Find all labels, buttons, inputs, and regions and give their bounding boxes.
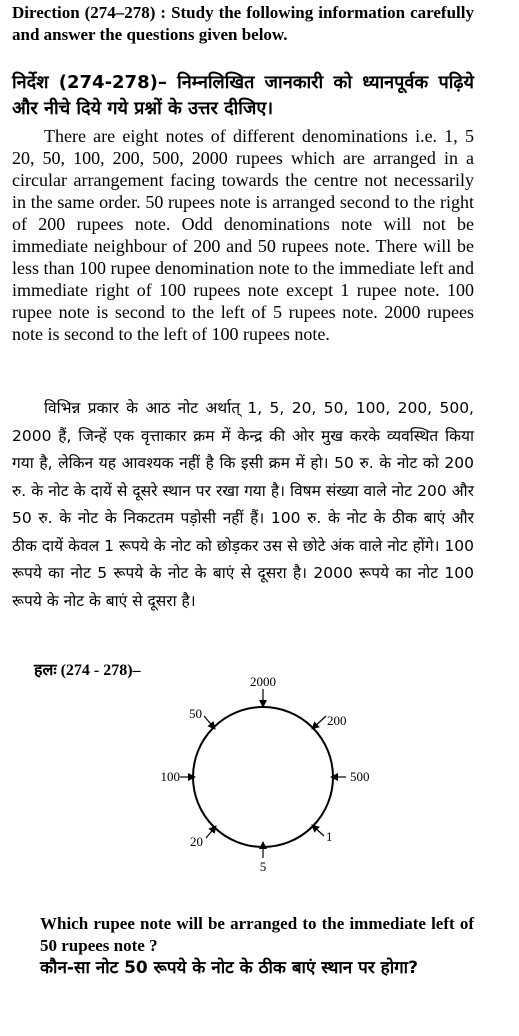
- arrow-bottom-left: [206, 826, 216, 838]
- passage-hindi: विभिन्न प्रकार के आठ नोट अर्थात् 1, 5, 20, 50, 100, 200, 500, 2000 हैं, जिन्हें एक वृत्ताकार क्रम में केन्द्र की ओर मुख करके व्यवस्थित किया गया है, लेकिन यह आवश्यक नहीं है कि इसी क्रम में हो। 50 रु. के नोट को 200 रु. के नोट के दायें से दूसरे स्थान पर रखा गया है। विषम संख्या वाले नोट 200 और 50 रु. के नोट के निकटतम पड़ोसी नहीं हैं। 100 रु. के नोट के ठीक बाएं और ठीक दायें केवल 1 रूपये के नोट को छोड़कर उस से छोटे अंक वाले नोट होंगे। 100 रूपये का नोट 5 रूपये के नोट के बाएं से दूसरा है। 2000 रूपये का नोट 100 रूपये के नोट के बाएं से दूसरा है।: [12, 399, 474, 610]
- label-right: 500: [350, 769, 370, 784]
- label-top-left: 50: [189, 706, 202, 721]
- label-left: 100: [160, 769, 180, 784]
- question-hindi: कौन-सा नोट 50 रूपये के नोट के ठीक बाएं स्थान पर होगा?: [40, 958, 418, 978]
- label-bottom-right: 1: [326, 829, 333, 844]
- arrow-top-left: [204, 716, 215, 729]
- arrow-top-right: [312, 716, 326, 729]
- arrow-bottom-right: [312, 825, 324, 836]
- label-bottom-left: 20: [190, 834, 203, 849]
- label-top-right: 200: [327, 713, 347, 728]
- direction-hindi: निर्देश (274-278)– निम्नलिखित जानकारी को ध्यानपूर्वक पढ़िये और नीचे दिये गये प्रश्नों के उत्तर दीजिए।: [12, 72, 474, 119]
- label-bottom: 5: [259, 859, 267, 874]
- direction-english: Direction (274–278) : Study the following information carefully and answer the questions given below.: [12, 3, 474, 44]
- label-top: 2000: [250, 676, 276, 689]
- passage-english: There are eight notes of different denominations i.e. 1, 5 20, 50, 100, 200, 500, 2000 rupees which are arranged in a circular arrangement facing towards the centre not necessarily in the same order. 50 rupees note is arranged second to the right of 200 rupees note. Odd denominations note will not be immediate neighbour of 200 and 50 rupees note. There will be less than 100 rupee denomination note to the immediate left and immediate right of 100 rupees note except 1 rupee note. 100 rupee note is second to the left of 5 rupees note. 2000 rupees note is second to the left of 100 rupees note.: [12, 126, 474, 344]
- question-english: Which rupee note will be arranged to the immediate left of 50 rupees note ?: [40, 914, 474, 955]
- seating-diagram: [150, 676, 380, 876]
- solution-label: हलः (274 - 278)–: [34, 662, 141, 679]
